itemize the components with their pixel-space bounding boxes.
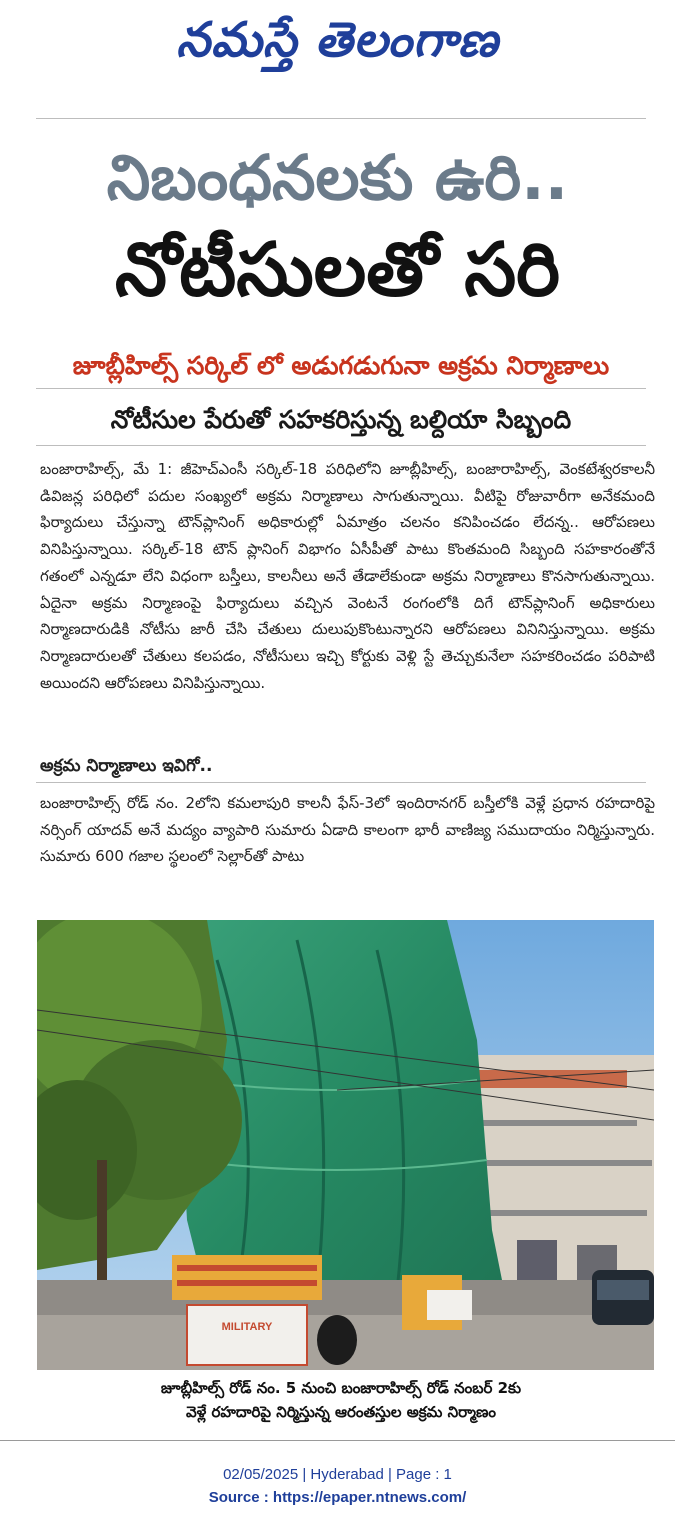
- military-sign-text: MILITARY: [221, 1321, 273, 1333]
- kicker: జూబ్లీహిల్స్ సర్కిల్ లో అడుగడుగునా అక్రమ నిర్మాణాలు: [72, 351, 610, 380]
- article-paragraph-1: బంజారాహిల్స్, మే 1: జీహెచ్ఎంసీ సర్కిల్-18 పరిధిలోని జూబ్లీహిల్స్, బంజారాహిల్స్, వెంకటేశ్వరకాలనీ డివిజన్ల పరిధిలో పదుల సంఖ్యలో అక్రమ నిర్మాణాలు సాగుతున్నాయి. వీటిపై రోజువారీగా అనేకమంది ఫిర్యాదులు చేస్తున్నా టౌన్‌ప్లానింగ్ అధికారుల్లో ఏమాత్రం చలనం కనిపించడం లేదన్న.. ఆరోపణలు వినిపిస్తున్నాయి. సర్కిల్-18 టౌన్ ప్లానింగ్ విభాగం ఏసీపీతో పాటు కొంతమంది సిబ్బంది సహకారంతోనే గతంలో ఎన్నడూ లేని విధంగా బస్తీలు, కాలనీలు అనే తేడాలేకుండా అక్రమ నిర్మాణాలు కొనసాగుతున్నాయి. ఏదైనా అక్రమ నిర్మాణంపై ఫిర్యాదులు వచ్చిన వెంటనే రంగంలోకి దిగే టౌన్‌ప్లానింగ్ అధికారులు నిర్మాణదారుడికి నోటీసు జారీ చేసి చేతులు దులుపుకొంటున్నారని ఆరోపణలు వినినిస్తున్నాయి. అక్రమ నిర్మాణదారులతో చేతులు కలపడం, నోటీసులు ఇచ్చి కోర్టుకు వెళ్లి స్టే తెచ్చుకునేలా సహకరించడం పరిపాటి అయిందని ఆరోపణలు వినిపిస్తున్నాయి.: [40, 460, 655, 692]
- article-photo: [37, 920, 654, 1370]
- subheadline: నోటీసుల పేరుతో సహకరిస్తున్న బల్దియా సిబ్బంది: [110, 405, 572, 434]
- headline-line-1: నిబంధనలకు ఉరి..: [106, 141, 569, 214]
- footer-source-link[interactable]: Source : https://epaper.ntnews.com/: [208, 1489, 467, 1506]
- divider: [0, 1440, 675, 1441]
- headline-line-2: నోటీసులతో సరి: [114, 227, 561, 313]
- divider: [36, 118, 646, 119]
- article-paragraph-2: బంజారాహిల్స్ రోడ్ నం. 2లోని కమలాపురి కాలనీ ఫేస్-3లో ఇందిరానగర్ బస్తీలోకి వెళ్లే ప్రధాన రహదారిపై నర్సింగ్ యాదవ్ అనే మద్యం వ్యాపారి సుమారు ఏడాది కాలంగా భారీ వాణిజ్య సముదాయం నిర్మిస్తున్నారు. సుమారు 600 గజాల స్థలంలో సెల్లార్‌తో పాటు: [40, 794, 655, 866]
- divider: [36, 782, 646, 783]
- section-heading: అక్రమ నిర్మాణాలు ఇవిగో..: [40, 756, 213, 776]
- masthead-logo: నమస్తే తెలంగాణ: [176, 12, 499, 68]
- divider: [36, 388, 646, 389]
- caption-line-2: వెళ్లే రహదారిపై నిర్మిస్తున్న ఆరంతస్తుల అక్రమ నిర్మాణం: [185, 1403, 497, 1421]
- photo-caption: [36, 1376, 646, 1424]
- footer-date-line: 02/05/2025 | Hyderabad | Page : 1: [223, 1466, 452, 1483]
- construction-site-photo: [37, 920, 654, 1370]
- divider: [36, 445, 646, 446]
- caption-line-1: జూబ్లీహిల్స్ రోడ్ నం. 5 నుంచి బంజారాహిల్స్ రోడ్ నంబర్ 2కు: [160, 1379, 522, 1397]
